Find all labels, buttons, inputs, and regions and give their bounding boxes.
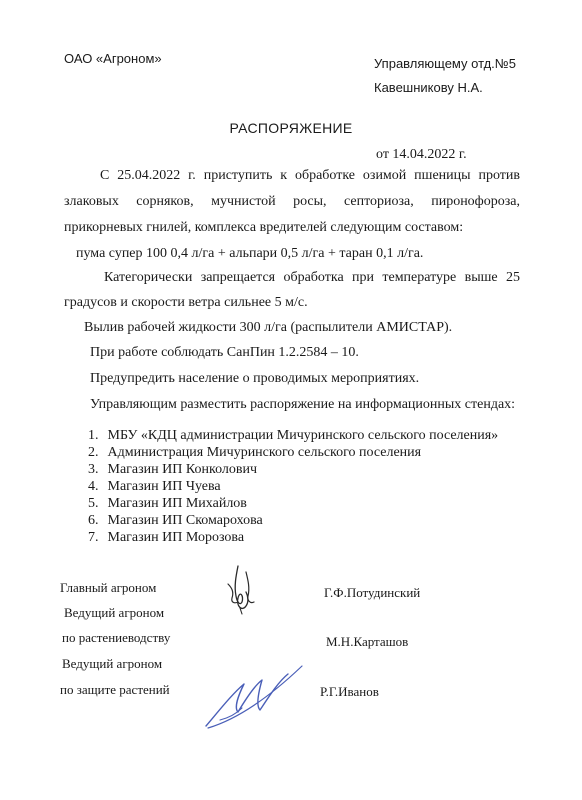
recipient-position: Управляющему отд.№5 (374, 56, 516, 71)
body-line: Категорически запрещается обработка при температуре выше 25 (104, 270, 520, 285)
stands-list (88, 427, 498, 546)
recipient-name: Кавешникову Н.А. (374, 80, 483, 95)
body-line: Управляющим разместить распоряжение на информационных стендах: (90, 397, 516, 412)
body-line: Вылив рабочей жидкости 300 л/га (распылители АМИСТАР). (84, 320, 453, 335)
body-line: пума супер 100 0,4 л/га + альпари 0,5 л/га + таран 0,1 л/га. (76, 246, 424, 261)
lead-agronomist-title: Ведущий агроном (62, 656, 163, 671)
body-line: С 25.04.2022 г. приступить к обработке озимой пшеницы против (100, 168, 520, 183)
chief-agronomist-name: Г.Ф.Потудинский (324, 585, 421, 600)
list-item: 4. Магазин ИП Чуева (88, 479, 221, 494)
handwritten-signature (198, 662, 308, 730)
list-item: 7. Магазин ИП Морозова (88, 530, 245, 545)
list-item: 1. МБУ «КДЦ администрации Мичуринского сельского поселения» (88, 428, 499, 443)
list-item: 3. Магазин ИП Конколович (88, 462, 258, 477)
body-line: При работе соблюдать СанПин 1.2.2584 – 10. (90, 345, 359, 360)
handwritten-signature (222, 562, 262, 618)
body-line: прикорневых гнилей, комплекса вредителей следующим составом: (64, 220, 464, 235)
body-line: Предупредить население о проводимых мероприятиях. (90, 371, 420, 386)
list-item: 2. Администрация Мичуринского сельского поселения (88, 445, 422, 460)
lead-agronomist-title-sub: по защите растений (60, 682, 170, 697)
organization-name: ОАО «Агроном» (64, 51, 162, 66)
lead-agronomist-name: Р.Г.Иванов (320, 684, 379, 699)
lead-agronomist-name: М.Н.Карташов (326, 634, 409, 649)
list-item: 5. Магазин ИП Михайлов (88, 496, 247, 511)
document-date: от 14.04.2022 г. (376, 147, 467, 162)
list-item: 6. Магазин ИП Скомарохова (88, 513, 263, 528)
document-title: РАСПОРЯЖЕНИЕ (229, 120, 353, 136)
body-line: градусов и скорости ветра сильнее 5 м/с. (64, 295, 308, 310)
lead-agronomist-title-sub: по растениеводству (62, 630, 171, 645)
body-line: злаковых сорняков, мучнистой росы, септориоза, пиронофороза, (64, 194, 520, 209)
lead-agronomist-title: Ведущий агроном (64, 605, 165, 620)
chief-agronomist-title: Главный агроном (60, 580, 157, 595)
